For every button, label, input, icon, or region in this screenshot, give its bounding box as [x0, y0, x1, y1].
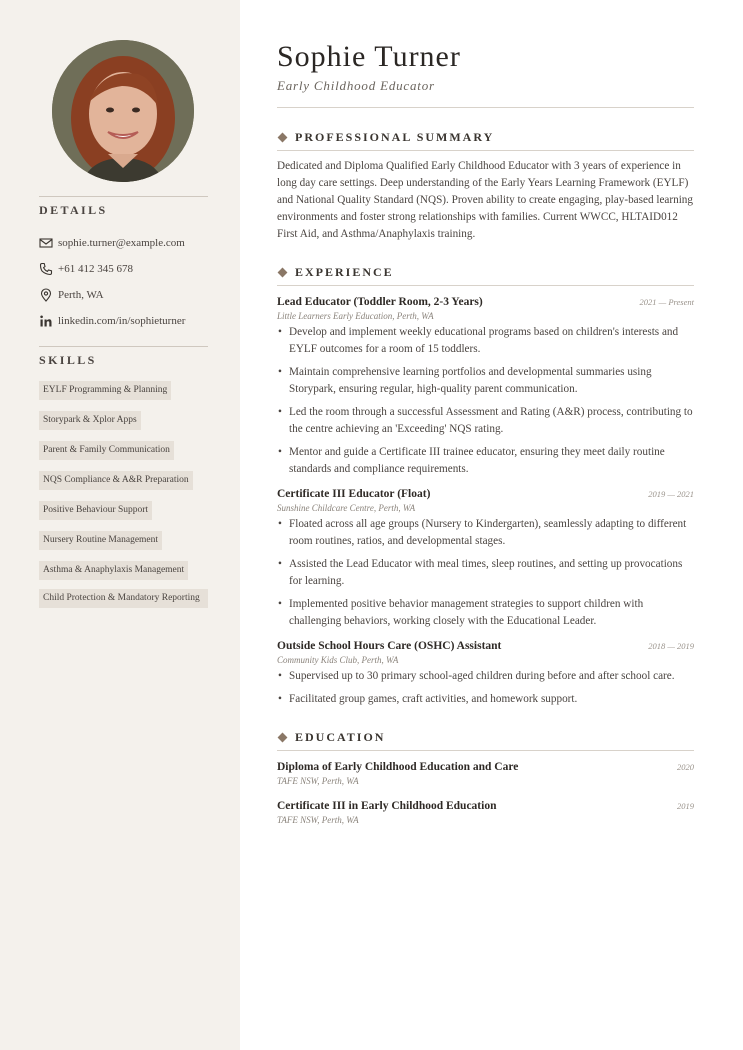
bullet-item: • Implemented positive behavior management strategies to support children with challenging behaviors, working closely with the Educational Leader.	[277, 596, 694, 630]
skill-tag: Child Protection & Mandatory Reporting	[39, 589, 208, 608]
job-entry-title: Lead Educator (Toddler Room, 2-3 Years)	[277, 296, 483, 308]
phone-icon	[39, 262, 53, 276]
education-heading: EDUCATION	[295, 730, 386, 744]
bullet-item: • Develop and implement weekly educational programs based on children's interests and EYLF outcomes for a room of 15 toddlers.	[277, 324, 694, 358]
skill-tag: Positive Behaviour Support	[39, 501, 152, 520]
summary-heading: PROFESSIONAL SUMMARY	[295, 130, 495, 144]
job-entry-dates: 2018 — 2019	[648, 641, 694, 651]
job-entry-title: Certificate III Educator (Float)	[277, 488, 431, 500]
education-date: 2019	[677, 801, 694, 811]
education-entry	[277, 761, 694, 786]
divider	[277, 285, 694, 286]
skill-tag: Nursery Routine Management	[39, 531, 162, 550]
location-text: Perth, WA	[58, 289, 104, 301]
sidebar	[0, 0, 240, 1050]
skill-tag: Parent & Family Communication	[39, 441, 174, 460]
details-heading: DETAILS	[39, 203, 108, 217]
divider	[39, 196, 208, 197]
bullet-item: • Facilitated group games, craft activities, and homework support.	[277, 691, 694, 708]
job-entry	[277, 640, 694, 708]
map-pin-icon	[39, 288, 53, 302]
skills-section	[39, 346, 208, 608]
profile-photo	[52, 40, 194, 182]
education-org: TAFE NSW, Perth, WA	[277, 776, 359, 786]
divider	[277, 107, 694, 108]
job-bullets	[277, 324, 694, 478]
linkedin-row[interactable]	[39, 308, 208, 334]
bullet-item: • Led the room through a successful Assessment and Rating (A&R) process, contributing to the centre achieving an 'Exceeding' NQS rating.	[277, 404, 694, 438]
phone-text[interactable]: +61 412 345 678	[58, 263, 133, 275]
diamond-icon	[278, 733, 288, 743]
divider	[39, 346, 208, 347]
main-content	[240, 0, 743, 1050]
job-entry-dates: 2019 — 2021	[648, 489, 694, 499]
skill-tag: Storypark & Xplor Apps	[39, 411, 141, 430]
summary-header	[277, 130, 694, 145]
diamond-icon	[278, 268, 288, 278]
details-section	[39, 196, 208, 338]
envelope-icon	[39, 236, 53, 250]
location-row	[39, 282, 208, 308]
education-org: TAFE NSW, Perth, WA	[277, 815, 359, 825]
email-text[interactable]: sophie.turner@example.com	[58, 237, 185, 249]
bullet-item: • Supervised up to 30 primary school-aged children during before and after school care.	[277, 668, 694, 685]
job-title: Early Childhood Educator	[277, 78, 435, 93]
job-entry-org: Community Kids Club, Perth, WA	[277, 655, 399, 665]
job-entry-dates: 2021 — Present	[639, 297, 694, 307]
linkedin-text[interactable]: linkedin.com/in/sophieturner	[58, 315, 186, 327]
job-bullets	[277, 668, 694, 708]
bullet-item: • Mentor and guide a Certificate III trainee educator, ensuring they meet daily routine standards and compliance requirements.	[277, 444, 694, 478]
avatar	[52, 40, 194, 182]
experience-heading: EXPERIENCE	[295, 265, 394, 279]
education-header	[277, 730, 694, 745]
bullet-item: • Maintain comprehensive learning portfolios and developmental summaries using Storypark, ensuring regular, high-quality parent communication.	[277, 364, 694, 398]
linkedin-icon	[39, 314, 53, 328]
divider	[277, 150, 694, 151]
bullet-item: • Assisted the Lead Educator with meal times, sleep routines, and setting up provocations for learning.	[277, 556, 694, 590]
skill-tag: NQS Compliance & A&R Preparation	[39, 471, 193, 490]
divider	[277, 750, 694, 751]
candidate-name: Sophie Turner	[277, 40, 461, 73]
job-entry-org: Little Learners Early Education, Perth, WA	[277, 311, 434, 321]
skill-tag: Asthma & Anaphylaxis Management	[39, 561, 188, 580]
job-entry-title: Outside School Hours Care (OSHC) Assistant	[277, 640, 502, 652]
education-entry	[277, 800, 694, 825]
skill-tag: EYLF Programming & Planning	[39, 381, 171, 400]
job-entry-org: Sunshine Childcare Centre, Perth, WA	[277, 503, 416, 513]
skills-heading: SKILLS	[39, 353, 97, 367]
summary-text: Dedicated and Diploma Qualified Early Childhood Educator with 3 years of experience in long day care settings. Deep understanding of the Early Years Learning Framework (EYLF) and National Quality Standard (NQS). Proven ability to create engaging, play-based learning environments and foster strong relationships with families. Current WWCC, HLTAID012 First Aid, and Asthma/Anaphylaxis training.	[277, 160, 693, 240]
job-entry	[277, 296, 694, 478]
education-date: 2020	[677, 762, 694, 772]
job-entry	[277, 488, 694, 630]
job-bullets	[277, 516, 694, 630]
experience-header	[277, 265, 694, 280]
diamond-icon	[278, 133, 288, 143]
phone-row[interactable]	[39, 256, 208, 282]
education-title: Diploma of Early Childhood Education and Care	[277, 761, 519, 773]
bullet-item: • Floated across all age groups (Nursery to Kindergarten), seamlessly adapting to different room routines, ratios, and developmental stages.	[277, 516, 694, 550]
education-title: Certificate III in Early Childhood Education	[277, 800, 497, 812]
email-row[interactable]	[39, 230, 208, 256]
